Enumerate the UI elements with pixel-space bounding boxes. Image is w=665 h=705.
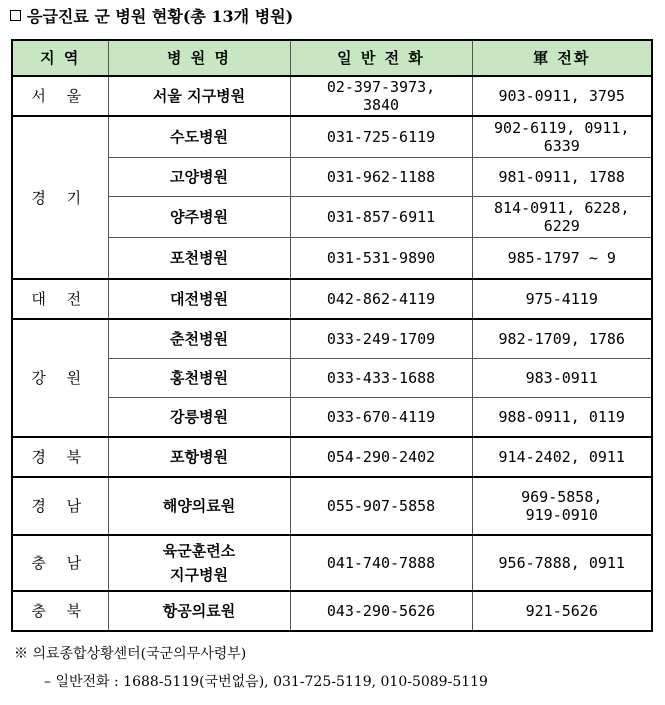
- table-row: [12, 359, 652, 398]
- hospital-name-cell: 항공의료원: [108, 591, 290, 631]
- region-cell: 충 북: [12, 591, 108, 631]
- military-phone-cell: 982-1709, 1786: [472, 319, 652, 359]
- military-phone-cell: 903-0911, 3795: [472, 76, 652, 116]
- table-row: [12, 437, 652, 477]
- hospital-name-cell: 양주병원: [108, 197, 290, 238]
- region-cell: 경 기: [12, 116, 108, 279]
- hospital-name-cell: 강릉병원: [108, 398, 290, 438]
- general-phone-cell: 02-397-3973, 3840: [290, 76, 472, 116]
- table-row: [12, 591, 652, 631]
- table-header-row: [12, 40, 652, 76]
- table-row: [12, 398, 652, 438]
- military-phone-cell: 988-0911, 0119: [472, 398, 652, 438]
- footnote-phone-numbers: – 일반전화 : 1688-5119(국번없음), 031-725-5119, 010-5089-5119: [44, 674, 488, 690]
- hospital-name-cell: 수도병원: [108, 116, 290, 158]
- region-cell: 대 전: [12, 279, 108, 319]
- region-cell: 강 원: [12, 319, 108, 437]
- general-phone-cell: 033-249-1709: [290, 319, 472, 359]
- hospital-name-cell: 포항병원: [108, 437, 290, 477]
- table-row: [12, 158, 652, 197]
- table-row: [12, 116, 652, 158]
- military-phone-cell: 814-0911, 6228, 6229: [472, 197, 652, 238]
- header-general-phone: 일 반 전 화: [290, 40, 472, 76]
- hospital-name-cell: 고양병원: [108, 158, 290, 197]
- general-phone-cell: 033-670-4119: [290, 398, 472, 438]
- general-phone-cell: 033-433-1688: [290, 359, 472, 398]
- military-phone-cell: 985-1797 ~ 9: [472, 238, 652, 280]
- hospital-name-cell: 육군훈련소 지구병원: [108, 535, 290, 591]
- table-row: [12, 238, 652, 280]
- military-phone-cell: 914-2402, 0911: [472, 437, 652, 477]
- hospital-name-cell: 포천병원: [108, 238, 290, 280]
- hospital-name-cell: 서울 지구병원: [108, 76, 290, 116]
- hospital-name-cell: 춘천병원: [108, 319, 290, 359]
- general-phone-cell: 042-862-4119: [290, 279, 472, 319]
- military-phone-cell: 969-5858, 919-0910: [472, 477, 652, 535]
- hospital-name-cell: 해양의료원: [108, 477, 290, 535]
- general-phone-cell: 054-290-2402: [290, 437, 472, 477]
- military-phone-cell: 981-0911, 1788: [472, 158, 652, 197]
- military-phone-cell: 983-0911: [472, 359, 652, 398]
- hospital-name-cell: 대전병원: [108, 279, 290, 319]
- military-phone-cell: 921-5626: [472, 591, 652, 631]
- general-phone-cell: 043-290-5626: [290, 591, 472, 631]
- region-cell: 서 울: [12, 76, 108, 116]
- general-phone-cell: 055-907-5858: [290, 477, 472, 535]
- military-phone-cell: 956-7888, 0911: [472, 535, 652, 591]
- military-phone-cell: 902-6119, 0911, 6339: [472, 116, 652, 158]
- page-title: [10, 4, 293, 27]
- footnote: [14, 640, 488, 696]
- region-cell: 충 남: [12, 535, 108, 591]
- footnote-center-name: ※ 의료종합상황센터(국군의무사령부): [14, 646, 247, 662]
- table-row: [12, 477, 652, 535]
- table-row: [12, 76, 652, 116]
- header-region: 지 역: [12, 40, 108, 76]
- hospital-table: [11, 39, 653, 632]
- header-hospital-name: 병 원 명: [108, 40, 290, 76]
- table-row: [12, 197, 652, 238]
- table-row: [12, 279, 652, 319]
- region-cell: 경 북: [12, 437, 108, 477]
- general-phone-cell: 031-725-6119: [290, 116, 472, 158]
- header-military-phone: 軍 전화: [472, 40, 652, 76]
- table-row: [12, 535, 652, 591]
- checkbox-square-icon: [10, 10, 21, 21]
- military-phone-cell: 975-4119: [472, 279, 652, 319]
- page-title-text: 응급진료 군 병원 현황(총 13개 병원): [27, 7, 294, 26]
- general-phone-cell: 031-857-6911: [290, 197, 472, 238]
- hospital-name-cell: 홍천병원: [108, 359, 290, 398]
- region-cell: 경 남: [12, 477, 108, 535]
- table-row: [12, 319, 652, 359]
- general-phone-cell: 031-962-1188: [290, 158, 472, 197]
- general-phone-cell: 031-531-9890: [290, 238, 472, 280]
- general-phone-cell: 041-740-7888: [290, 535, 472, 591]
